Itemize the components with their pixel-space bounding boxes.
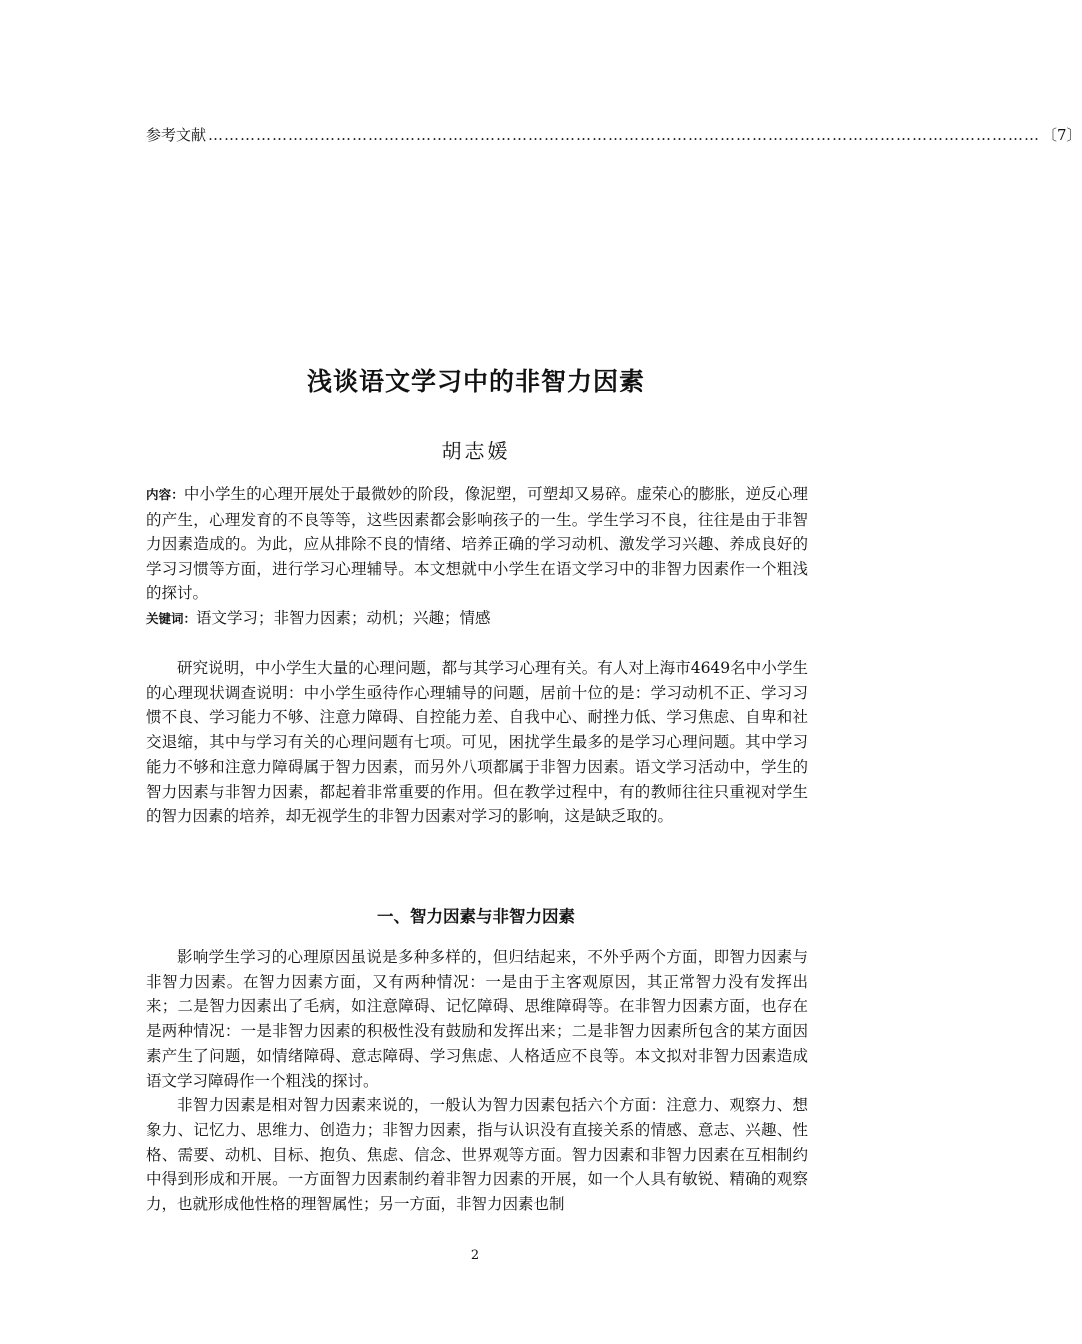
section-heading-1: 一、智力因素与非智力因素 [377, 907, 575, 926]
document-title: 浅谈语文学习中的非智力因素 [306, 367, 645, 396]
toc-leader-dots: ………………………………………………………………………………………………………………………………………… [208, 126, 1041, 144]
intro-section [146, 656, 808, 829]
paragraph: 非智力因素是相对智力因素来说的，一般认为智力因素包括六个方面：注意力、观察力、想象力、记忆力、思维力、创造力；非智力因素，指与认识没有直接关系的情感、意志、兴趣、性格、需要、动机、目标、抱负、焦虑、信念、世界观等方面。智力因素和非智力因素在互相制约中得到形成和开展。一方面智力因素制约着非智力因素的开展，如一个人具有敏锐、精确的观察力，也就形成他性格的理智属性；另一方面，非智力因素也制 [146, 1096, 808, 1214]
toc-entry-references[interactable] [146, 124, 1082, 150]
keywords [146, 606, 808, 632]
keywords-label: 关键词： [146, 611, 197, 626]
page-number: 2 [470, 1248, 480, 1263]
toc-page-number: 〔7〕 [1042, 126, 1082, 144]
abstract [146, 482, 808, 606]
intro-paragraph: 研究说明，中小学生大量的心理问题，都与其学习心理有关。有人对上海市4649名中小学生的心理现状调查说明：中小学生亟待作心理辅导的问题，居前十位的是：学习动机不正、学习习惯不良、学习能力不够、注意力障碍、自控能力差、自我中心、耐挫力低、学习焦虑、自卑和社交退缩，其中与学习有关的心理问题有七项。可见，困扰学生最多的是学习心理问题。其中学习能力不够和注意力障碍属于智力因素，而另外八项都属于非智力因素。语文学习活动中，学生的智力因素与非智力因素，都起着非常重要的作用。但在教学过程中，有的教师往往只重视对学生的智力因素的培养，却无视学生的非智力因素对学习的影响，这是缺乏取的。 [146, 659, 808, 826]
section-1-body [146, 945, 808, 1217]
abstract-text: 中小学生的心理开展处于最微妙的阶段，像泥塑，可塑却又易碎。虚荣心的膨胀，逆反心理的产生，心理发育的不良等等，这些因素都会影响孩子的一生。学生学习不良，往往是由于非智力因素造成的。为此，应从排除不良的情绪、培养正确的学习动机、激发学习兴趣、养成良好的学习习惯等方面，进行学习心理辅导。本文想就中小学生在语文学习中的非智力因素作一个粗浅的探讨。 [146, 485, 808, 602]
keywords-text: 语文学习；非智力因素；动机；兴趣；情感 [196, 609, 491, 627]
toc-label: 参考文献 [146, 126, 207, 144]
paragraph: 影响学生学习的心理原因虽说是多种多样的，但归结起来，不外乎两个方面，即智力因素与非智力因素。在智力因素方面，又有两种情况：一是由于主客观原因，其正常智力没有发挥出来；二是智力因素出了毛病，如注意障碍、记忆障碍、思维障碍等。在非智力因素方面，也存在是两种情况：一是非智力因素的积极性没有鼓励和发挥出来；二是非智力因素所包含的某方面因素产生了问题，如情绪障碍、意志障碍、学习焦虑、人格适应不良等。本文拟对非智力因素造成语文学习障碍作一个粗浅的探讨。 [146, 948, 808, 1090]
abstract-label: 内容： [146, 487, 184, 502]
author-name: 胡志媛 [441, 439, 511, 463]
